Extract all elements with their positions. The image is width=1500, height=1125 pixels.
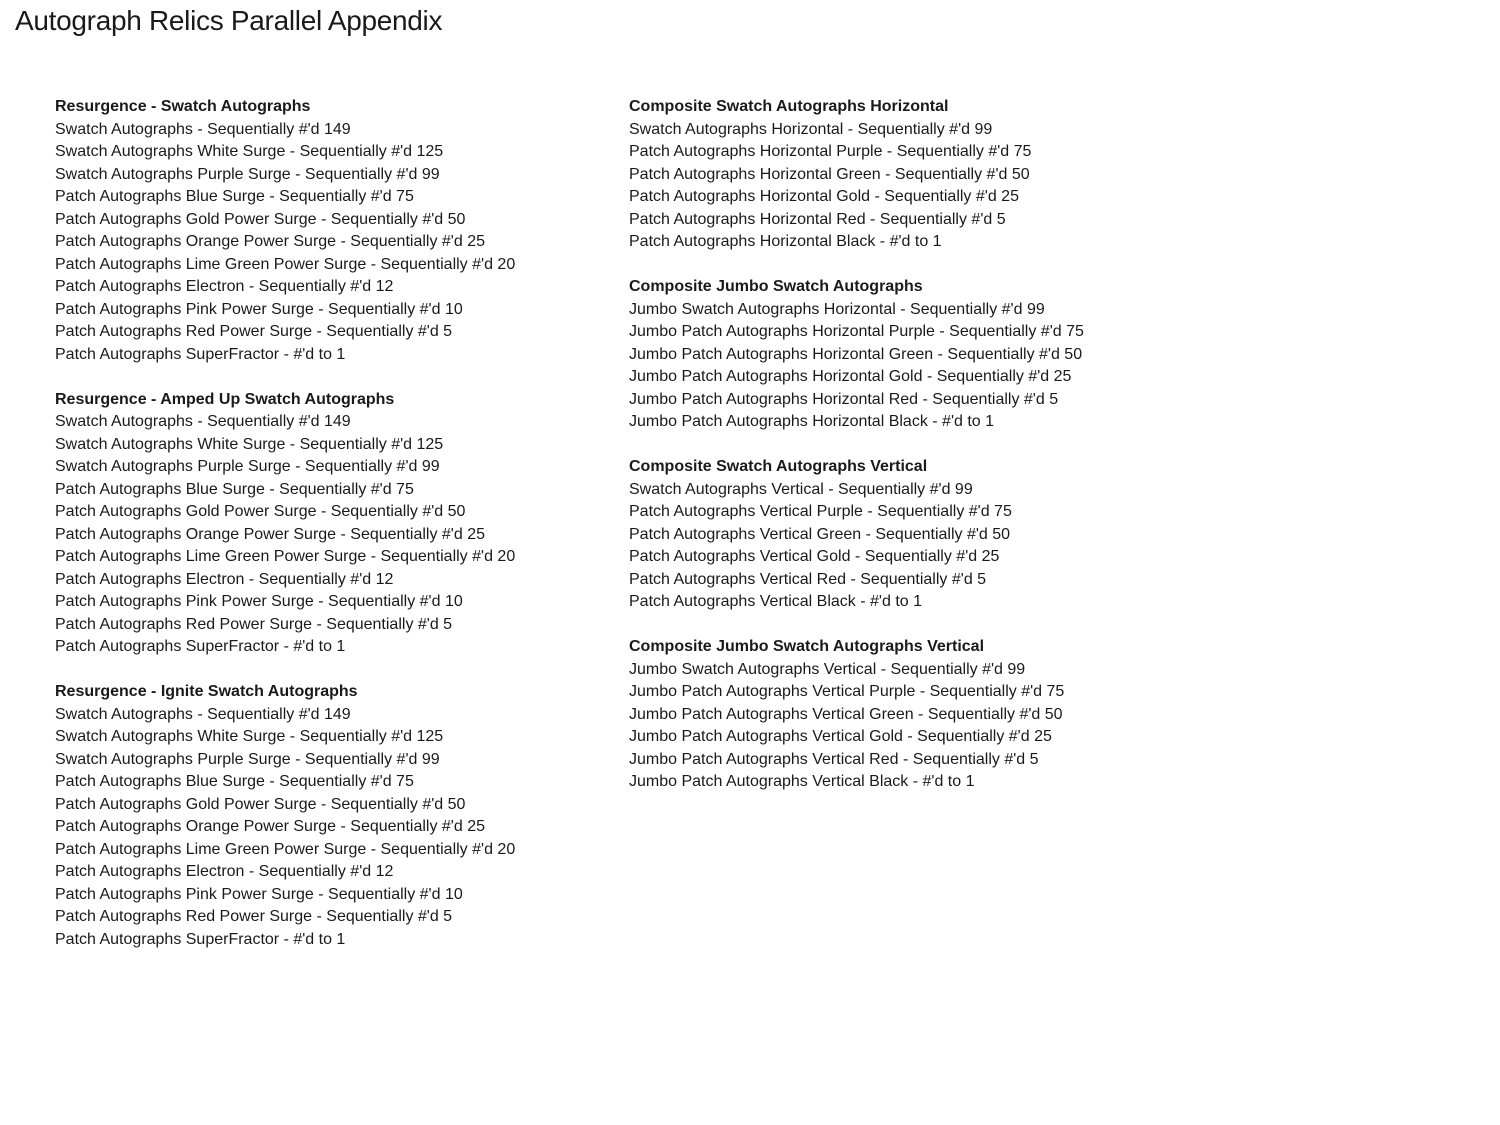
parallel-section — [55, 681, 515, 951]
list-item: Patch Autographs SuperFractor - #'d to 1 — [55, 638, 346, 655]
section-header: Resurgence - Swatch Autographs — [55, 98, 311, 115]
list-item: Patch Autographs Blue Surge - Sequentially #'d 75 — [55, 188, 414, 205]
list-item: Patch Autographs Vertical Red - Sequentially #'d 5 — [629, 570, 987, 588]
list-item: Jumbo Patch Autographs Horizontal Black - #'d to 1 — [629, 413, 995, 430]
list-item: Swatch Autographs - Sequentially #'d 149 — [55, 120, 351, 138]
list-item: Jumbo Patch Autographs Vertical Red - Sequentially #'d 5 — [629, 750, 1039, 768]
list-item: Patch Autographs Electron - Sequentially #'d 12 — [55, 570, 394, 588]
list-item: Patch Autographs Pink Power Surge - Sequentially #'d 10 — [55, 300, 463, 318]
list-item: Patch Autographs Red Power Surge - Sequentially #'d 5 — [55, 908, 453, 925]
list-item: Jumbo Patch Autographs Horizontal Gold - Sequentially #'d 25 — [629, 368, 1072, 385]
parallel-section — [629, 456, 1084, 614]
list-item: Patch Autographs Orange Power Surge - Sequentially #'d 25 — [55, 818, 485, 835]
list-item: Jumbo Patch Autographs Vertical Black - #'d to 1 — [629, 773, 975, 790]
list-item: Patch Autographs Red Power Surge - Sequentially #'d 5 — [55, 615, 453, 633]
list-item: Patch Autographs Vertical Gold - Sequentially #'d 25 — [629, 548, 1000, 565]
list-item: Patch Autographs Lime Green Power Surge - Sequentially #'d 20 — [55, 255, 516, 273]
list-item: Patch Autographs Orange Power Surge - Sequentially #'d 25 — [55, 233, 485, 250]
list-item: Swatch Autographs White Surge - Sequentially #'d 125 — [55, 728, 444, 745]
list-item: Swatch Autographs Purple Surge - Sequentially #'d 99 — [55, 458, 440, 475]
list-item: Swatch Autographs Purple Surge - Sequentially #'d 99 — [55, 165, 440, 183]
list-item: Patch Autographs Electron - Sequentially #'d 12 — [55, 278, 394, 295]
list-item: Patch Autographs Horizontal Gold - Sequentially #'d 25 — [629, 188, 1019, 205]
section-header: Composite Jumbo Swatch Autographs — [629, 278, 923, 295]
parallel-section — [55, 96, 515, 366]
list-item: Patch Autographs Vertical Green - Sequentially #'d 50 — [629, 525, 1011, 543]
list-item: Jumbo Patch Autographs Horizontal Purple - Sequentially #'d 75 — [629, 323, 1084, 340]
list-item: Patch Autographs Blue Surge - Sequentially #'d 75 — [55, 480, 414, 498]
list-item: Jumbo Patch Autographs Vertical Green - Sequentially #'d 50 — [629, 705, 1063, 723]
list-item: Patch Autographs Horizontal Black - #'d to 1 — [629, 233, 942, 250]
section-header: Composite Swatch Autographs Vertical — [629, 458, 928, 475]
list-item: Patch Autographs Horizontal Purple - Sequentially #'d 75 — [629, 143, 1032, 160]
list-item: Patch Autographs Orange Power Surge - Sequentially #'d 25 — [55, 525, 485, 543]
parallel-section — [629, 636, 1084, 794]
parallel-section — [629, 96, 1084, 254]
appendix-column-left — [55, 96, 515, 974]
list-item: Patch Autographs SuperFractor - #'d to 1 — [55, 345, 346, 363]
list-item: Patch Autographs SuperFractor - #'d to 1 — [55, 930, 346, 948]
list-item: Patch Autographs Gold Power Surge - Sequentially #'d 50 — [55, 795, 466, 813]
list-item: Jumbo Swatch Autographs Horizontal - Sequentially #'d 99 — [629, 300, 1045, 318]
list-item: Swatch Autographs Horizontal - Sequentially #'d 99 — [629, 120, 993, 138]
list-item: Patch Autographs Horizontal Green - Sequentially #'d 50 — [629, 165, 1030, 183]
list-item: Swatch Autographs - Sequentially #'d 149 — [55, 413, 351, 430]
list-item: Jumbo Patch Autographs Vertical Purple - Sequentially #'d 75 — [629, 683, 1065, 700]
list-item: Patch Autographs Blue Surge - Sequentially #'d 75 — [55, 773, 414, 790]
list-item: Patch Autographs Lime Green Power Surge - Sequentially #'d 20 — [55, 840, 516, 858]
section-header: Resurgence - Ignite Swatch Autographs — [55, 683, 358, 700]
list-item: Swatch Autographs Purple Surge - Sequentially #'d 99 — [55, 750, 440, 768]
list-item: Jumbo Patch Autographs Vertical Gold - Sequentially #'d 25 — [629, 728, 1052, 745]
section-header: Composite Jumbo Swatch Autographs Vertical — [629, 638, 985, 655]
list-item: Swatch Autographs Vertical - Sequentially #'d 99 — [629, 480, 973, 498]
parallel-section — [629, 276, 1084, 434]
list-item: Patch Autographs Red Power Surge - Sequentially #'d 5 — [55, 323, 453, 340]
list-item: Swatch Autographs White Surge - Sequentially #'d 125 — [55, 143, 444, 160]
list-item: Jumbo Swatch Autographs Vertical - Sequentially #'d 99 — [629, 660, 1026, 678]
list-item: Patch Autographs Lime Green Power Surge - Sequentially #'d 20 — [55, 548, 516, 565]
page-title: Autograph Relics Parallel Appendix — [15, 5, 443, 36]
list-item: Patch Autographs Pink Power Surge - Sequentially #'d 10 — [55, 593, 463, 610]
list-item: Patch Autographs Gold Power Surge - Sequentially #'d 50 — [55, 503, 466, 520]
list-item: Patch Autographs Electron - Sequentially #'d 12 — [55, 863, 394, 880]
list-item: Swatch Autographs - Sequentially #'d 149 — [55, 705, 351, 723]
list-item: Patch Autographs Vertical Black - #'d to 1 — [629, 593, 922, 610]
list-item: Jumbo Patch Autographs Horizontal Red - Sequentially #'d 5 — [629, 390, 1059, 408]
list-item: Swatch Autographs White Surge - Sequentially #'d 125 — [55, 435, 444, 453]
section-header: Composite Swatch Autographs Horizontal — [629, 98, 949, 115]
list-item: Patch Autographs Vertical Purple - Sequentially #'d 75 — [629, 503, 1012, 520]
list-item: Jumbo Patch Autographs Horizontal Green - Sequentially #'d 50 — [629, 345, 1083, 363]
list-item: Patch Autographs Pink Power Surge - Sequentially #'d 10 — [55, 885, 463, 903]
list-item: Patch Autographs Horizontal Red - Sequentially #'d 5 — [629, 210, 1006, 228]
list-item: Patch Autographs Gold Power Surge - Sequentially #'d 50 — [55, 210, 466, 228]
parallel-section — [55, 389, 515, 659]
appendix-column-right — [629, 96, 1084, 816]
section-header: Resurgence - Amped Up Swatch Autographs — [55, 390, 395, 408]
